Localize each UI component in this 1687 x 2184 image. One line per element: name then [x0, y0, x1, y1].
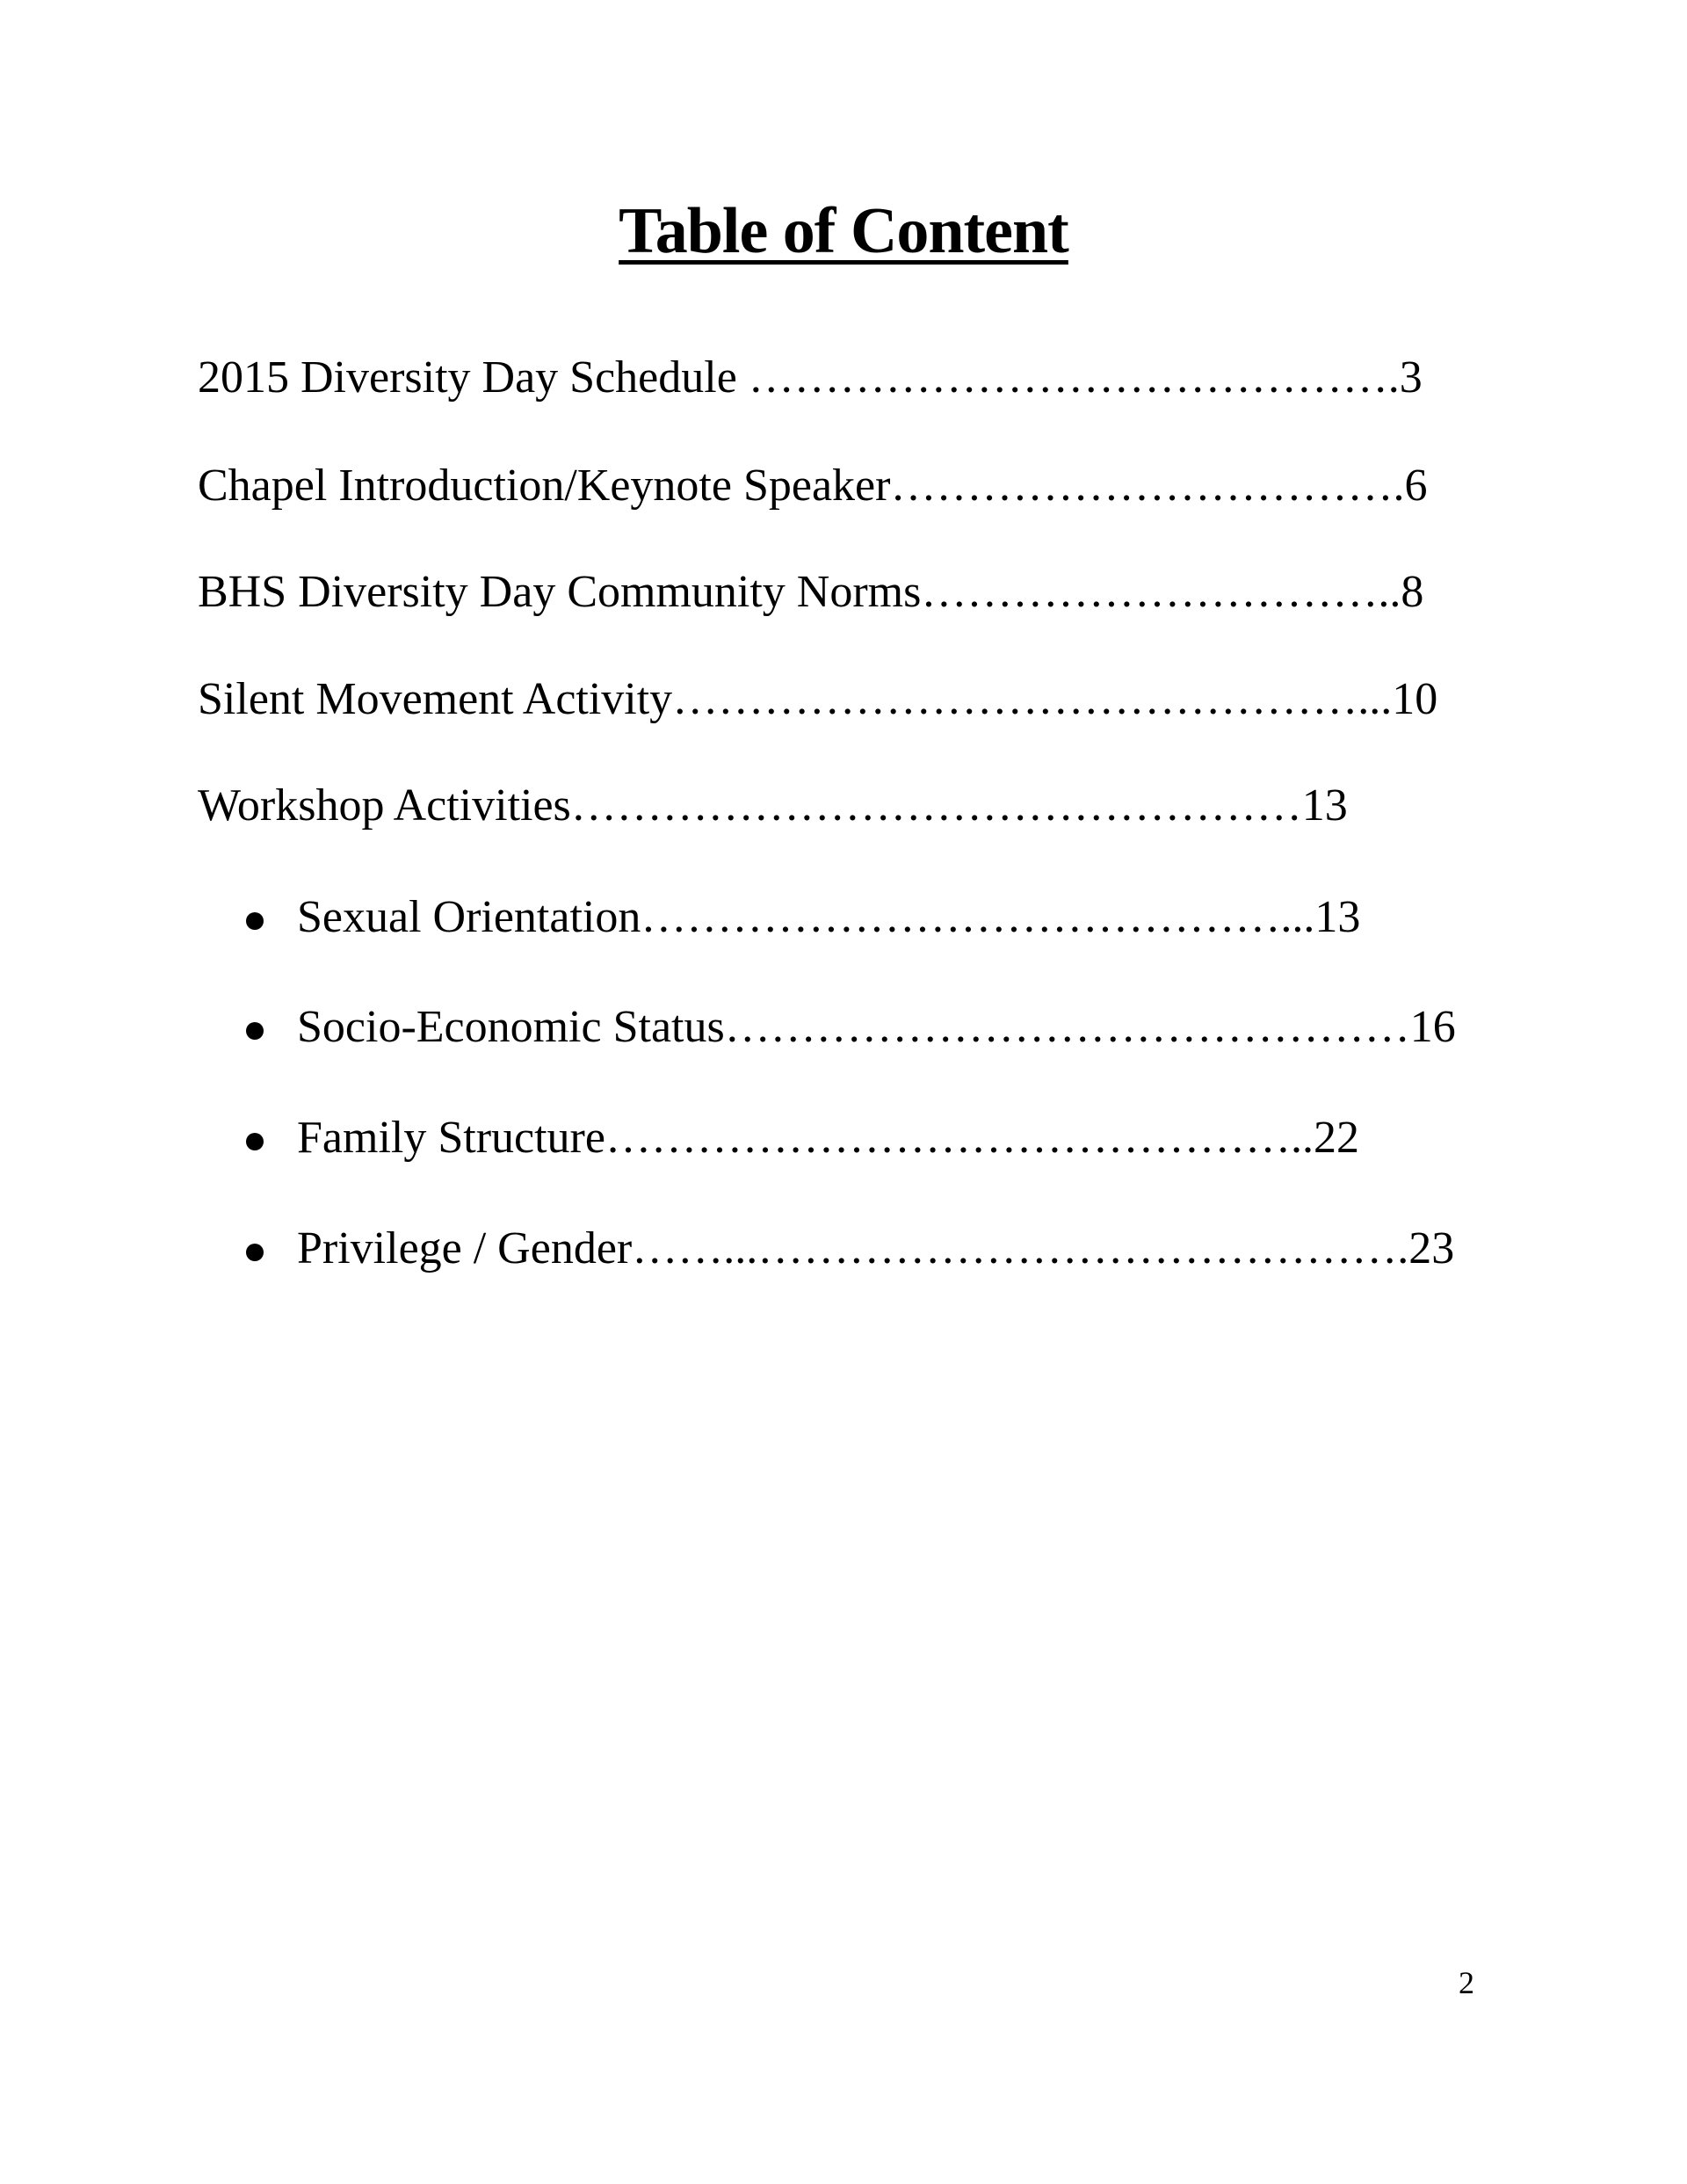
- page-title-text: Table of Content: [619, 195, 1068, 267]
- toc-leader-dots: ……………………………: [890, 461, 1394, 511]
- toc-page-number: .23: [1397, 1223, 1455, 1273]
- toc-page-number: .3: [1387, 352, 1423, 403]
- toc-subentry-sexual-orientation: [297, 892, 1361, 942]
- toc-entry-workshop: [198, 780, 1348, 831]
- toc-leader-dots: ……...……………………………………: [632, 1223, 1398, 1273]
- toc-entry-chapel: [198, 463, 1427, 509]
- toc-entry-label: Workshop Activities: [198, 780, 571, 831]
- toc-entry-label: 2015 Diversity Day Schedule: [198, 352, 749, 403]
- bullet-icon: [246, 912, 264, 930]
- bullet-icon: [246, 1244, 264, 1261]
- toc-leader-dots: ………………………………………: [672, 674, 1358, 724]
- toc-entry-label: BHS Diversity Day Community Norms: [198, 567, 922, 617]
- toc-leader-dots: ……………………………………: [641, 892, 1281, 942]
- page-number: 2: [1459, 1965, 1474, 2000]
- toc-page-number: ..22: [1290, 1113, 1359, 1163]
- toc-entry-label: Silent Movement Activity: [198, 674, 673, 724]
- toc-page-number: 16: [1409, 1002, 1456, 1052]
- toc-page-number: ...10: [1358, 674, 1438, 724]
- toc-subentry-family-structure: [297, 1115, 1359, 1161]
- toc-leader-dots: …………………………………………: [570, 780, 1302, 831]
- toc-page-number: ..8: [1378, 567, 1424, 617]
- toc-entry-label: Privilege / Gender: [297, 1223, 633, 1273]
- bullet-icon: [246, 1022, 264, 1040]
- toc-page-number: 13: [1301, 780, 1348, 831]
- toc-entry-norms: [198, 567, 1424, 617]
- toc-entry-label: Chapel Introduction/Keynote Speaker: [198, 461, 891, 511]
- page-title: [0, 195, 1687, 267]
- toc-leader-dots: ……………………………………: [748, 352, 1388, 403]
- toc-entry-label: Socio-Economic Status: [297, 1002, 725, 1052]
- toc-page-number: ...13: [1280, 892, 1361, 942]
- toc-entry-schedule: [198, 352, 1423, 403]
- toc-entry-label: Family Structure: [297, 1113, 605, 1163]
- toc-page-number: .6: [1393, 461, 1428, 511]
- toc-leader-dots: ………………………………………: [724, 1002, 1410, 1052]
- toc-subentry-socio-economic: [297, 1002, 1456, 1052]
- toc-leader-dots: ………………………………………: [605, 1113, 1291, 1163]
- toc-entry-silent-movement: [198, 674, 1438, 724]
- toc-leader-dots: …………………………: [921, 567, 1379, 617]
- bullet-icon: [246, 1133, 264, 1150]
- toc-entry-label: Sexual Orientation: [297, 892, 641, 942]
- toc-subentry-privilege-gender: [297, 1223, 1455, 1273]
